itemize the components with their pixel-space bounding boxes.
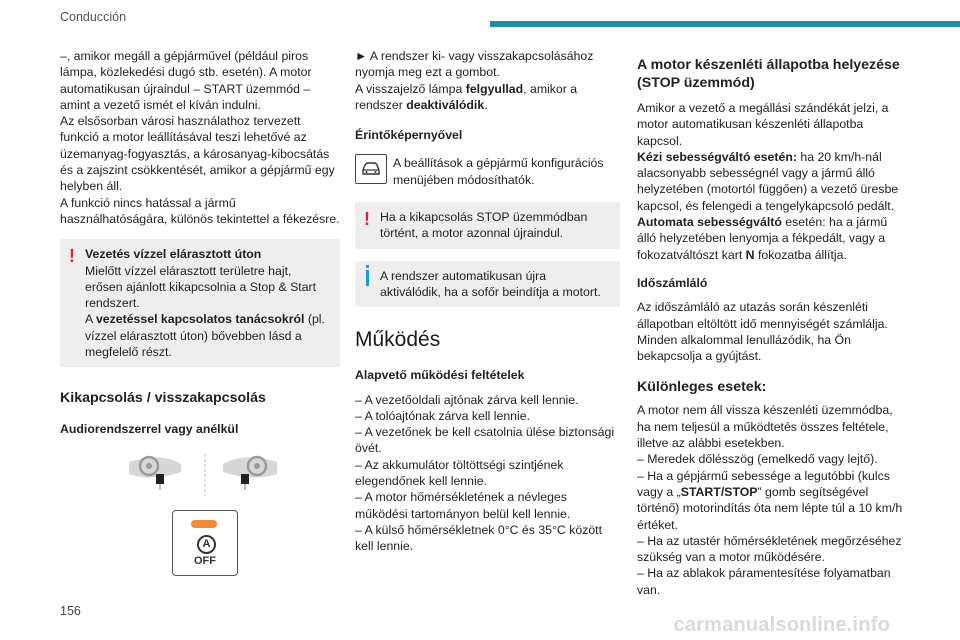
automatic-gearbox-text: Automata sebességváltó esetén: ha a jármű álló helyzetében lenyomja a fékpedált, vagy a fokozatváltószt kart N fokozatba állítja.	[637, 215, 888, 262]
warning-box-flooded-road	[60, 239, 340, 367]
list-item: – A tolóajtónak zárva kell lennie.	[355, 408, 531, 423]
intro-paragraph-1: –, amikor megáll a gépjárművel (például piros lámpa, közlekedési dugó stb. esetén). A motor automatikusan újraindul – START üzemmód – amint a vezető ismét el kíván indulni.	[60, 49, 312, 112]
header-accent-bar	[490, 21, 960, 27]
list-item: – Az akkumulátor töltöttségi szintjének elegendőnek kell lennie.	[355, 457, 564, 489]
special-cases-heading: Különleges esetek:	[637, 379, 767, 396]
info-reactivation-text: A rendszer automatikusan újra aktiválódik, ha a sofőr beindítja a motort.	[380, 268, 601, 299]
timer-text: Az időszámláló az utazás során készenléti állapotban eltöltött idő mennyiségét számlálja. Minden alkalommal lenullázódik, ha Ön bekapcsolja a gyújtást.	[637, 300, 888, 364]
warning-stop-mode-text: Ha a kikapcsolás STOP üzemmódban történt, a motor azonnal újraindul.	[380, 210, 588, 241]
special-cases-intro: A motor nem áll vissza készenléti üzemmódba, ha nem teljesül a működtetés összes feltétele, illetve az alábbi esetekben.	[637, 403, 893, 451]
dashboard-illustration	[123, 452, 283, 502]
instruction-press-button: ► A rendszer ki- vagy visszakapcsolásához nyomja meg ezt a gombot.	[355, 49, 594, 80]
left-steering-wheel-icon	[129, 457, 181, 490]
conditions-list	[355, 392, 620, 555]
column-left	[60, 48, 340, 438]
list-item: – Meredek dőlésszög (emelkedő vagy lejtő).	[637, 452, 878, 467]
info-box-reactivation	[355, 261, 620, 308]
auto-a-icon: A	[197, 535, 216, 554]
touchscreen-text: A beállítások a gépjármű konfigurációs menüjében módosíthatók.	[393, 156, 604, 187]
warning-title: Vezetés vízzel elárasztott úton	[85, 247, 262, 262]
list-item: – A vezetőnek be kell csatolnia ülése biztonsági övét.	[355, 425, 615, 456]
running-header: Conducción	[60, 10, 127, 24]
off-label: OFF	[194, 555, 216, 567]
list-item: – A motor hőmérsékletének a névleges működési tartományon belül kell lennie.	[355, 490, 571, 521]
stop-start-off-button-illustration	[172, 510, 238, 576]
warning-exclamation-icon: !	[364, 209, 370, 230]
indicator-lamp-icon	[191, 520, 217, 528]
list-item: – Ha az utastér hőmérsékletének megőrzéséhez szükség van a motor működésére.	[637, 533, 902, 565]
list-item: – A külső hőmérsékletnek 0°C és 35°C között kell lennie.	[355, 522, 603, 554]
conditions-heading: Alapvető működési feltételek	[355, 368, 525, 383]
intro-paragraph-2: Az elsősorban városi használathoz tervezett funkció a motor leállításával teszi lehetővé az üzemanyag-fogyasztás, a károsanyag-kibocsátás és a zajszint csökkentését, amikor a gépjármű egy helyben áll.	[60, 114, 335, 194]
list-item: – Ha a gépjármű sebessége a legutóbbi (kulcs vagy a „START/STOP” gomb segítségével történő) motorindítás óta nem lépte túl a 10 km/h értéket.	[637, 468, 903, 532]
timer-heading: Időszámláló	[637, 275, 708, 290]
section-heading-disable-enable: Kikapcsolás / visszakapcsolás	[60, 390, 266, 407]
warning-box-stop-mode	[355, 202, 620, 249]
touchscreen-heading: Érintőképernyővel	[355, 128, 463, 143]
section-heading-stop-mode: A motor készenléti állapotba helyezése (STOP üzemmód)	[637, 57, 900, 91]
subheading-audio-system: Audiorendszerrel vagy anélkül	[60, 422, 239, 437]
column-right	[637, 48, 907, 598]
vehicle-settings-icon	[355, 154, 387, 184]
stop-mode-intro: Amikor a vezető a megállási szándékát jelzi, a motor automatikusan készenléti állapotba kapcsol.	[637, 101, 889, 148]
manual-gearbox-text: Kézi sebességváltó esetén: ha 20 km/h-nál alacsonyabb sebességnél vagy a jármű álló helyzetében (motortól függően) a vezető üresbe kapcsol, és felengedi a tengelykapcsoló pedált.	[637, 149, 899, 213]
warning-exclamation-icon: !	[69, 246, 75, 267]
warning-text-1: Mielőtt vízzel elárasztott területre hajt, erősen ajánlott kikapcsolnia a Stop & Start rendszert.	[85, 263, 317, 311]
info-icon	[366, 265, 369, 268]
page-number: 156	[60, 604, 81, 618]
intro-paragraph-3: A funkció nincs hatással a jármű használhatóságára, különös tekintettel a fékezésre.	[60, 195, 340, 226]
right-steering-wheel-icon	[223, 457, 277, 490]
warning-text-2: A vezetéssel kapcsolatos tanácsokról (pl. vízzel elárasztott úton) bővebben lásd a megfelelő részt.	[85, 312, 325, 360]
watermark: carmanualsonline.info	[673, 614, 890, 636]
indicator-lamp-text: A visszajelző lámpa felgyullad, amikor a rendszer deaktiválódik.	[355, 81, 578, 112]
list-item: – Ha az ablakok páramentesítése folyamatban van.	[637, 566, 891, 597]
section-title-operation: Működés	[355, 328, 441, 352]
list-item: – A vezetőoldali ajtónak zárva kell lennie.	[355, 392, 579, 407]
column-middle	[355, 48, 620, 555]
touchscreen-row	[355, 151, 620, 192]
